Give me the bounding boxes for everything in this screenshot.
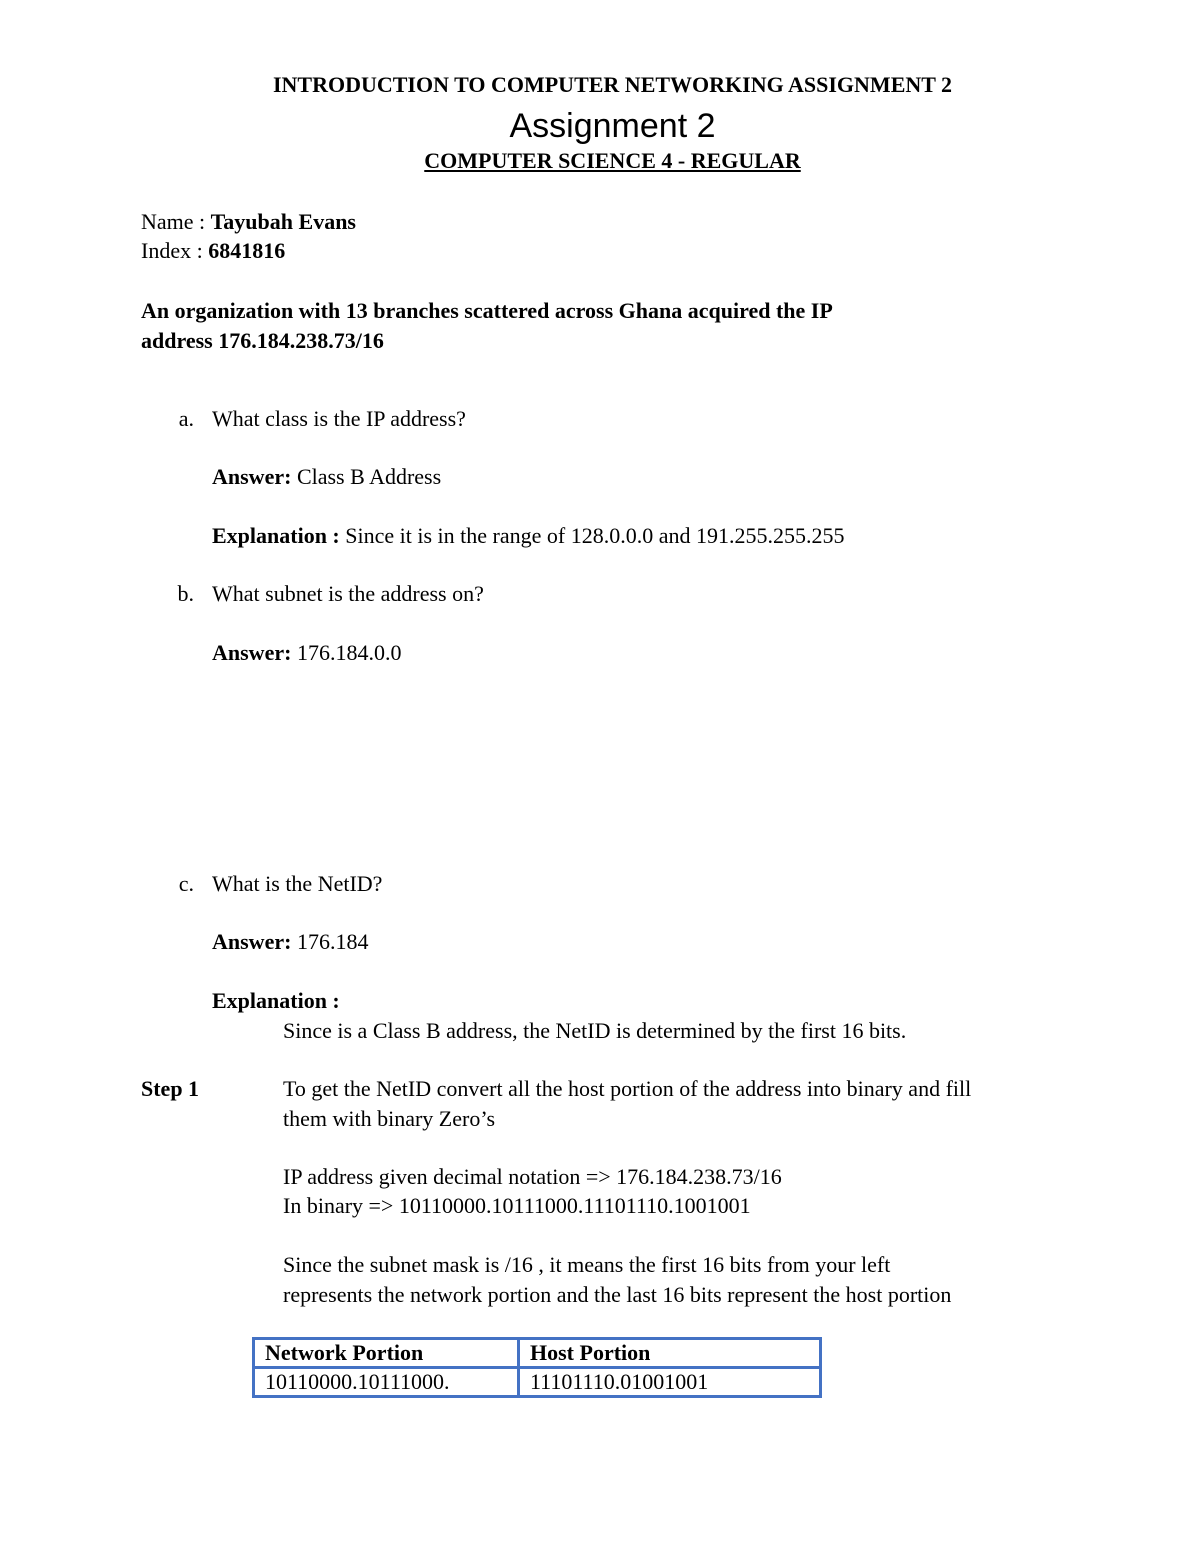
- question-b-text: What subnet is the address on?: [212, 581, 484, 606]
- question-c-explanation-label: Explanation :: [212, 988, 340, 1013]
- question-c-answer: [212, 927, 368, 957]
- answer-label: Answer:: [212, 640, 292, 665]
- table-cell: 11101110.01001001: [519, 1368, 821, 1397]
- student-name-line: [141, 207, 356, 237]
- table-header-row: [254, 1339, 821, 1368]
- problem-line-1: An organization with 13 branches scattered across Ghana acquired the IP: [141, 298, 833, 323]
- question-a-text: What class is the IP address?: [212, 406, 466, 431]
- course-title: COMPUTER SCIENCE 4 - REGULAR: [424, 148, 801, 173]
- index-value: 6841816: [208, 238, 286, 263]
- step-1-line-1: To get the NetID convert all the host portion of the address into binary and fill: [283, 1076, 972, 1101]
- explanation-text: Since it is in the range of 128.0.0.0 and 191.255.255.255: [339, 523, 845, 548]
- question-c-marker: c.: [178, 871, 194, 896]
- question-a-explanation: [212, 521, 844, 551]
- answer-label: Answer:: [212, 464, 292, 489]
- explanation-label: Explanation :: [212, 523, 340, 548]
- assignment-subtitle: Assignment 2: [509, 107, 716, 145]
- table-cell: 10110000.10111000.: [254, 1368, 519, 1397]
- name-value: Tayubah Evans: [210, 209, 356, 234]
- answer-value: 176.184.0.0: [291, 640, 402, 665]
- table-header-cell: Host Portion: [519, 1339, 821, 1368]
- step-1-label: Step 1: [141, 1076, 200, 1101]
- table-row: [254, 1368, 821, 1397]
- question-a-marker: a.: [178, 406, 194, 431]
- answer-label: Answer:: [212, 929, 292, 954]
- ip-binary-line: In binary => 10110000.10111000.11101110.1001001: [283, 1193, 751, 1218]
- step-1-line-2: them with binary Zero’s: [283, 1106, 496, 1131]
- student-index-line: [141, 236, 285, 266]
- index-label: Index :: [141, 238, 209, 263]
- subnet-mask-line-1: Since the subnet mask is /16 , it means the first 16 bits from your left: [283, 1252, 891, 1277]
- problem-line-2: address 176.184.238.73/16: [141, 328, 384, 353]
- question-c-explanation-text: Since is a Class B address, the NetID is determined by the first 16 bits.: [283, 1018, 907, 1043]
- subnet-mask-line-2: represents the network portion and the last 16 bits represent the host portion: [283, 1282, 952, 1307]
- table-header-cell: Network Portion: [254, 1339, 519, 1368]
- portion-table: [252, 1337, 822, 1398]
- question-b-answer: [212, 638, 401, 668]
- answer-value: 176.184: [291, 929, 369, 954]
- name-label: Name :: [141, 209, 211, 234]
- ip-decimal-line: IP address given decimal notation => 176.184.238.73/16: [283, 1164, 782, 1189]
- question-b-marker: b.: [177, 581, 194, 606]
- question-c-text: What is the NetID?: [212, 871, 383, 896]
- answer-value: Class B Address: [291, 464, 442, 489]
- document-title: INTRODUCTION TO COMPUTER NETWORKING ASSIGNMENT 2: [272, 72, 953, 97]
- question-a-answer: [212, 462, 441, 492]
